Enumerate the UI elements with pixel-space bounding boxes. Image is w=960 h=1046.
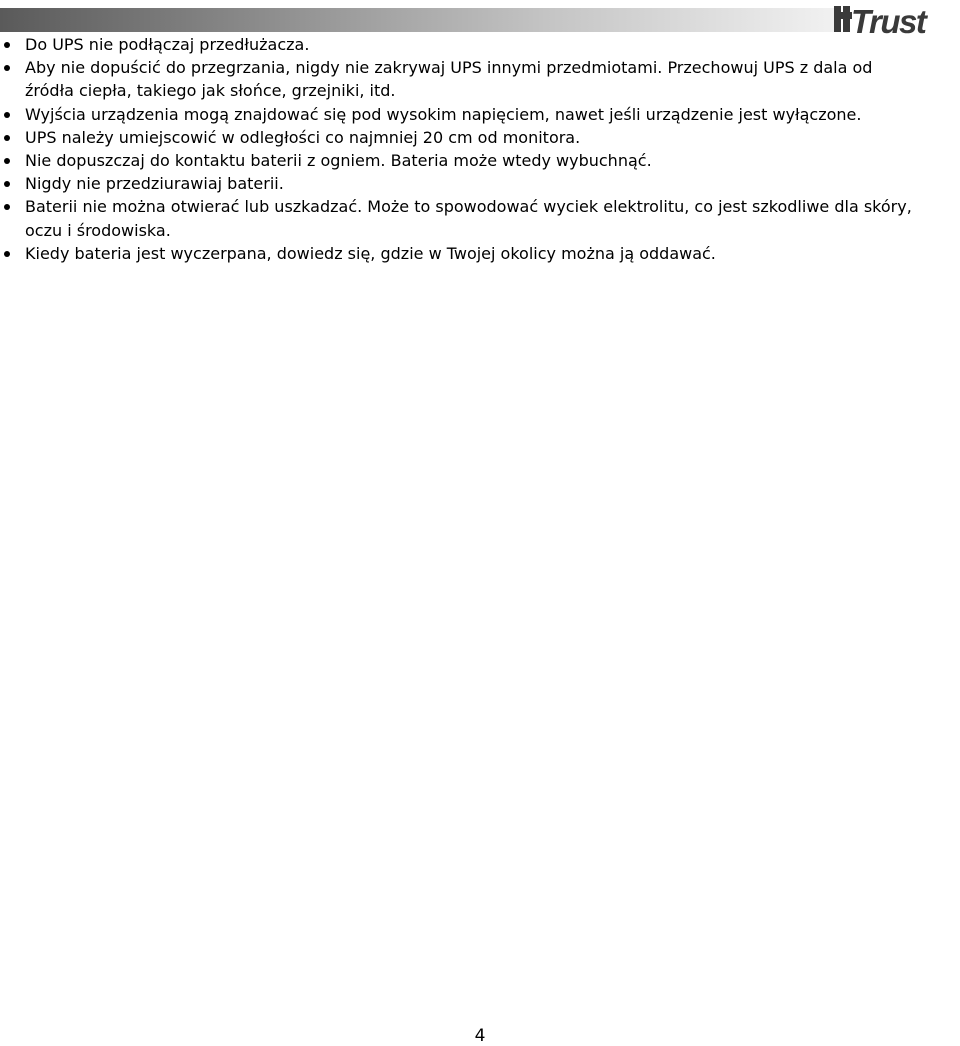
list-item-text: Kiedy bateria jest wyczerpana, dowiedz się, gdzie w Twojej okolicy można ją oddawać. <box>25 243 716 263</box>
list-item-text: Nigdy nie przedziurawiaj baterii. <box>25 174 284 194</box>
bullet-icon <box>4 112 10 118</box>
list-item <box>0 103 912 126</box>
list-item <box>0 242 912 265</box>
bullet-icon <box>4 181 10 187</box>
list-item <box>0 33 912 56</box>
list-item-text: Baterii nie można otwierać lub uszkadzać. Może to spowodować wyciek elektrolitu, co jest szkodliwe dla skóry, oczu i środowiska. <box>25 197 912 240</box>
list-item <box>0 126 912 149</box>
header-gradient-bar <box>0 8 840 32</box>
list-item-text: Do UPS nie podłączaj przedłużacza. <box>25 35 310 54</box>
bullet-icon <box>4 42 10 48</box>
list-item-text: Wyjścia urządzenia mogą znajdować się pod wysokim napięciem, nawet jeśli urządzenie jest wyłączone. <box>25 104 862 124</box>
safety-instructions-list <box>0 33 912 265</box>
page-number: 4 <box>474 1026 486 1046</box>
list-item <box>0 149 912 172</box>
bullet-icon <box>4 158 10 164</box>
list-item <box>0 195 912 241</box>
list-item <box>0 56 912 102</box>
list-item-text: UPS należy umiejscowić w odległości co najmniej 20 cm od monitora. <box>25 127 581 147</box>
bullet-icon <box>4 135 10 141</box>
list-item-text: Aby nie dopuścić do przegrzania, nigdy nie zakrywaj UPS innymi przedmiotami. Przechowuj UPS z dala od źródła ciepła, takiego jak słońce, grzejniki, itd. <box>25 58 873 101</box>
bullet-icon <box>4 204 10 210</box>
bullet-icon <box>4 65 10 71</box>
list-item <box>0 172 912 195</box>
bullet-icon <box>4 251 10 257</box>
trust-logo-text: Trust <box>851 3 926 40</box>
list-item-text: Nie dopuszczaj do kontaktu baterii z ogniem. Bateria może wtedy wybuchnąć. <box>25 151 652 171</box>
